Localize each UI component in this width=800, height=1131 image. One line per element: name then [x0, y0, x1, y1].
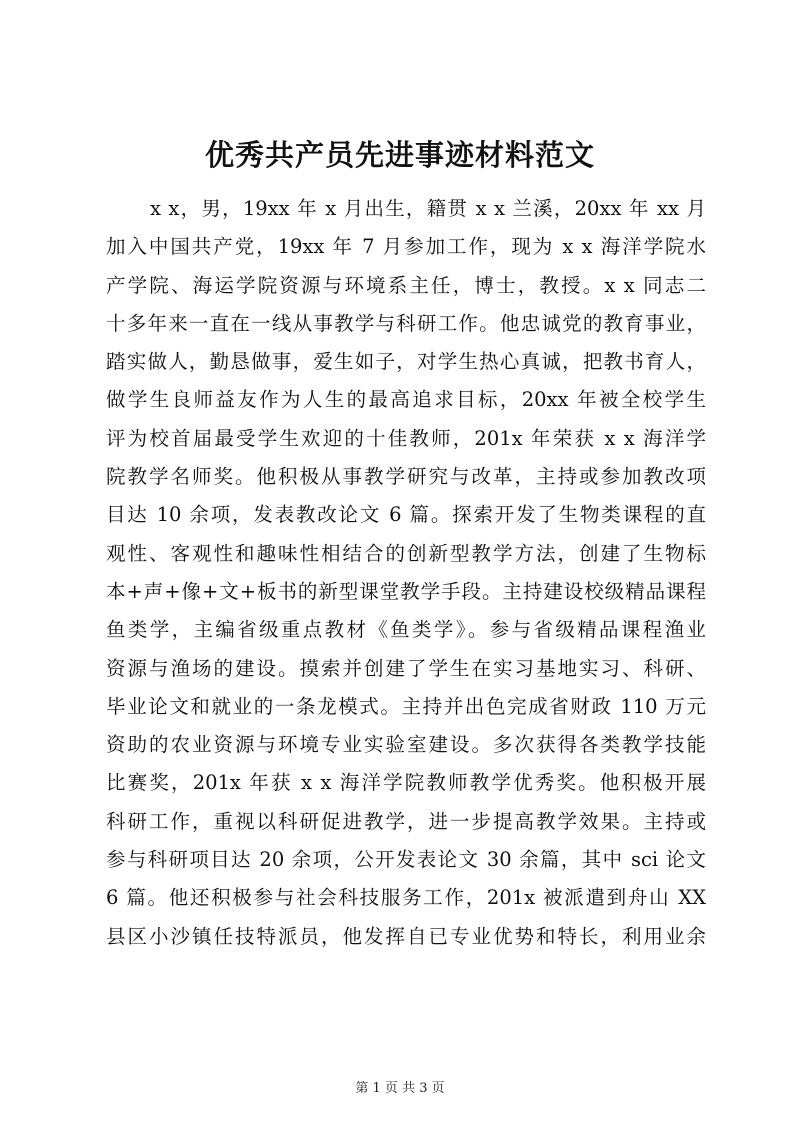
body-line: x x，男，19xx 年 x 月出生，籍贯 x x 兰溪，20xx 年 xx 月 — [150, 197, 706, 220]
document-body — [106, 190, 706, 956]
body-line: 评为校首届最受学生欢迎的十佳教师，201x 年荣获 x x 海洋学 — [106, 426, 706, 450]
body-line: 产学院、海运学院资源与环境系主任，博士，教授。x x 同志二 — [106, 273, 706, 297]
body-line: 本+声+像+文+板书的新型课堂教学手段。主持建设校级精品课程 — [106, 579, 706, 603]
body-line: 6 篇。他还积极参与社会科技服务工作，201x 被派遣到舟山 XX — [106, 886, 706, 910]
body-line: 目达 10 余项，发表教改论文 6 篇。探索开发了生物类课程的直 — [106, 503, 706, 527]
body-line: 十多年来一直在一线从事教学与科研工作。他忠诚党的教育事业， — [106, 311, 706, 335]
body-line: 资源与渔场的建设。摸索并创建了学生在实习基地实习、科研、 — [106, 656, 706, 680]
body-line: 院教学名师奖。他积极从事教学研究与改革，主持或参加教改项 — [106, 465, 706, 489]
body-line: 毕业论文和就业的一条龙模式。主持并出色完成省财政 110 万元 — [106, 694, 706, 718]
body-line: 观性、客观性和趣味性相结合的创新型教学方法，创建了生物标 — [106, 541, 706, 565]
body-line: 踏实做人，勤恳做事，爱生如子，对学生热心真诚，把教书育人， — [106, 350, 706, 374]
body-line: 参与科研项目达 20 余项，公开发表论文 30 余篇，其中 sci 论文 — [106, 848, 706, 872]
body-line: 加入中国共产党，19xx 年 7 月参加工作，现为 x x 海洋学院水 — [106, 235, 706, 259]
body-line: 县区小沙镇任技特派员，他发挥自已专业优势和特长，利用业余 — [106, 924, 706, 948]
body-line: 科研工作，重视以科研促进教学，进一步提高教学效果。主持或 — [106, 809, 706, 833]
document-title: 优秀共产员先进事迹材料范文 — [204, 138, 595, 172]
body-line: 资助的农业资源与环境专业实验室建设。多次获得各类教学技能 — [106, 733, 706, 757]
page-footer: 第 1 页 共 3 页 — [355, 1081, 445, 1096]
body-line: 比赛奖，201x 年获 x x 海洋学院教师教学优秀奖。他积极开展 — [106, 771, 706, 795]
body-line: 做学生良师益友作为人生的最高追求目标，20xx 年被全校学生 — [106, 388, 706, 412]
body-line: 鱼类学，主编省级重点教材《鱼类学》。参与省级精品课程渔业 — [106, 618, 706, 642]
